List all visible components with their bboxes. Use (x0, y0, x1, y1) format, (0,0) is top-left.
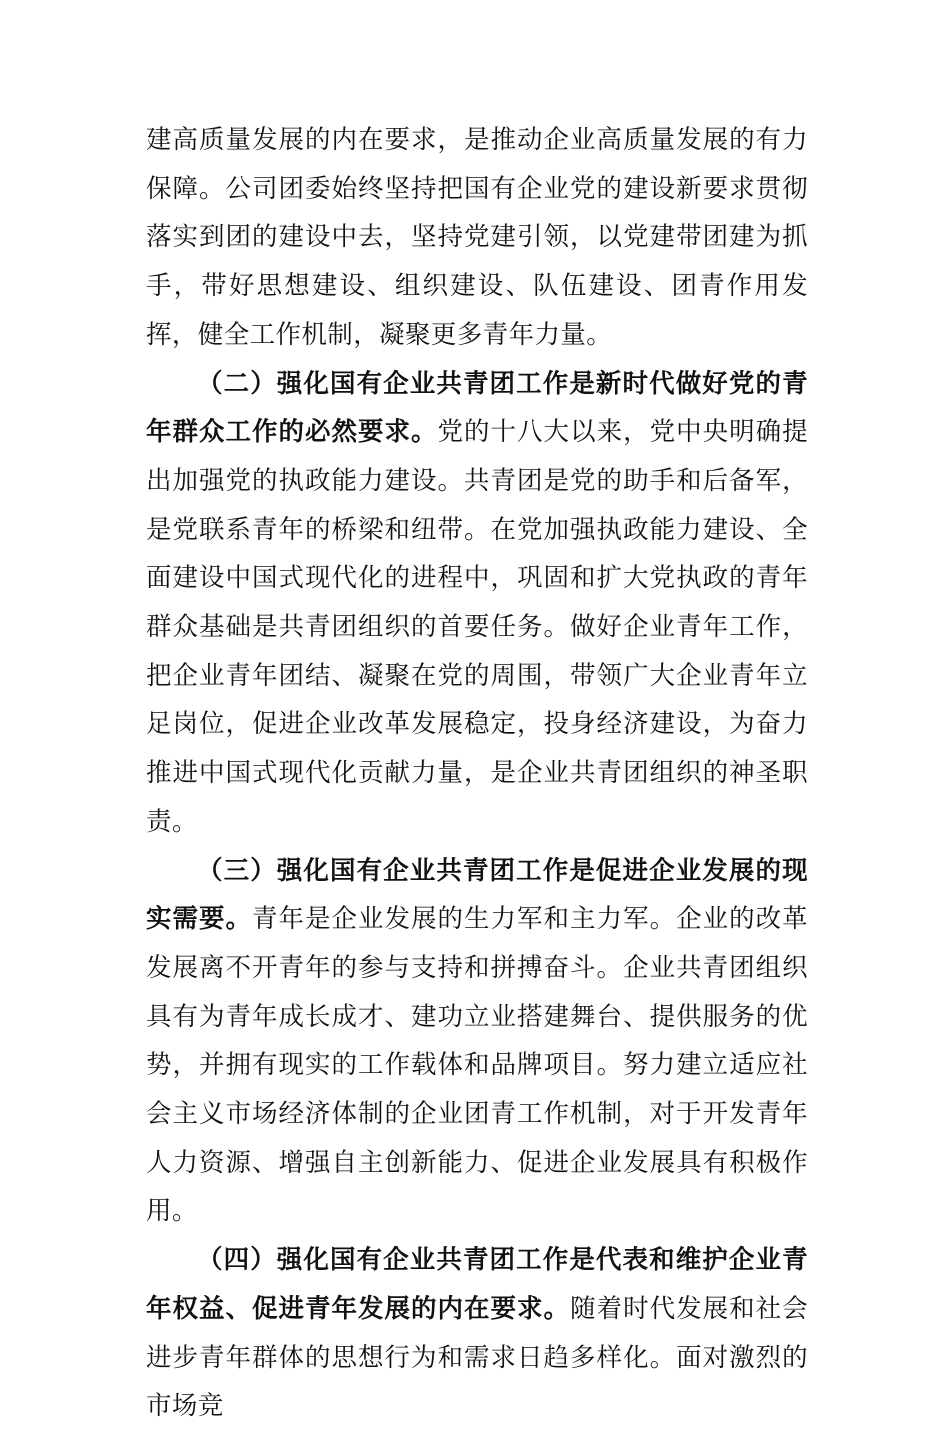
paragraph-section-3 (146, 847, 808, 1237)
section-4-body: 随着时代发展和社会进步青年群体的思想行为和需求日趋多样化。面对激烈的市场竞 (146, 1293, 808, 1422)
section-2-heading: （二）强化国有企业共青团工作是新时代做好党的青年群众工作的必然要求。 (146, 368, 808, 448)
section-2-body: 党的十八大以来，党中央明确提出加强党的执政能力建设。共青团是党的助手和后备军，是党联系青年的桥梁和纽带。在党加强执政能力建设、全面建设中国式现代化的进程中，巩固和扩大党执政的青年群众基础是共青团组织的首要任务。做好企业青年工作，把企业青年团结、凝聚在党的周围，带领广大企业青年立足岗位，促进企业改革发展稳定，投身经济建设，为奋力推进中国式现代化贡献力量，是企业共青团组织的神圣职责。 (146, 417, 808, 837)
section-3-body: 青年是企业发展的生力军和主力军。企业的改革发展离不开青年的参与支持和拼搏奋斗。企业共青团组织具有为青年成长成才、建功立业搭建舞台、提供服务的优势，并拥有现实的工作载体和品牌项目。努力建立适应社会主义市场经济体制的企业团青工作机制，对于开发青年人力资源、增强自主创新能力、促进企业发展具有积极作用。 (146, 904, 808, 1227)
paragraph-section-4 (146, 1236, 808, 1431)
paragraph-section-2 (146, 360, 808, 847)
paragraph-body: 建高质量发展的内在要求，是推动企业高质量发展的有力保障。公司团委始终坚持把国有企业党的建设新要求贯彻落实到团的建设中去，坚持党建引领，以党建带团建为抓手，带好思想建设、组织建设、队伍建设、团青作用发挥，健全工作机制，凝聚更多青年力量。 (146, 125, 808, 350)
document-page (146, 116, 808, 1431)
section-3-heading: （三）强化国有企业共青团工作是促进企业发展的现实需要。 (146, 855, 808, 935)
section-4-heading: （四）强化国有企业共青团工作是代表和维护企业青年权益、促进青年发展的内在要求。 (146, 1245, 808, 1324)
paragraph-continuation (146, 116, 808, 360)
